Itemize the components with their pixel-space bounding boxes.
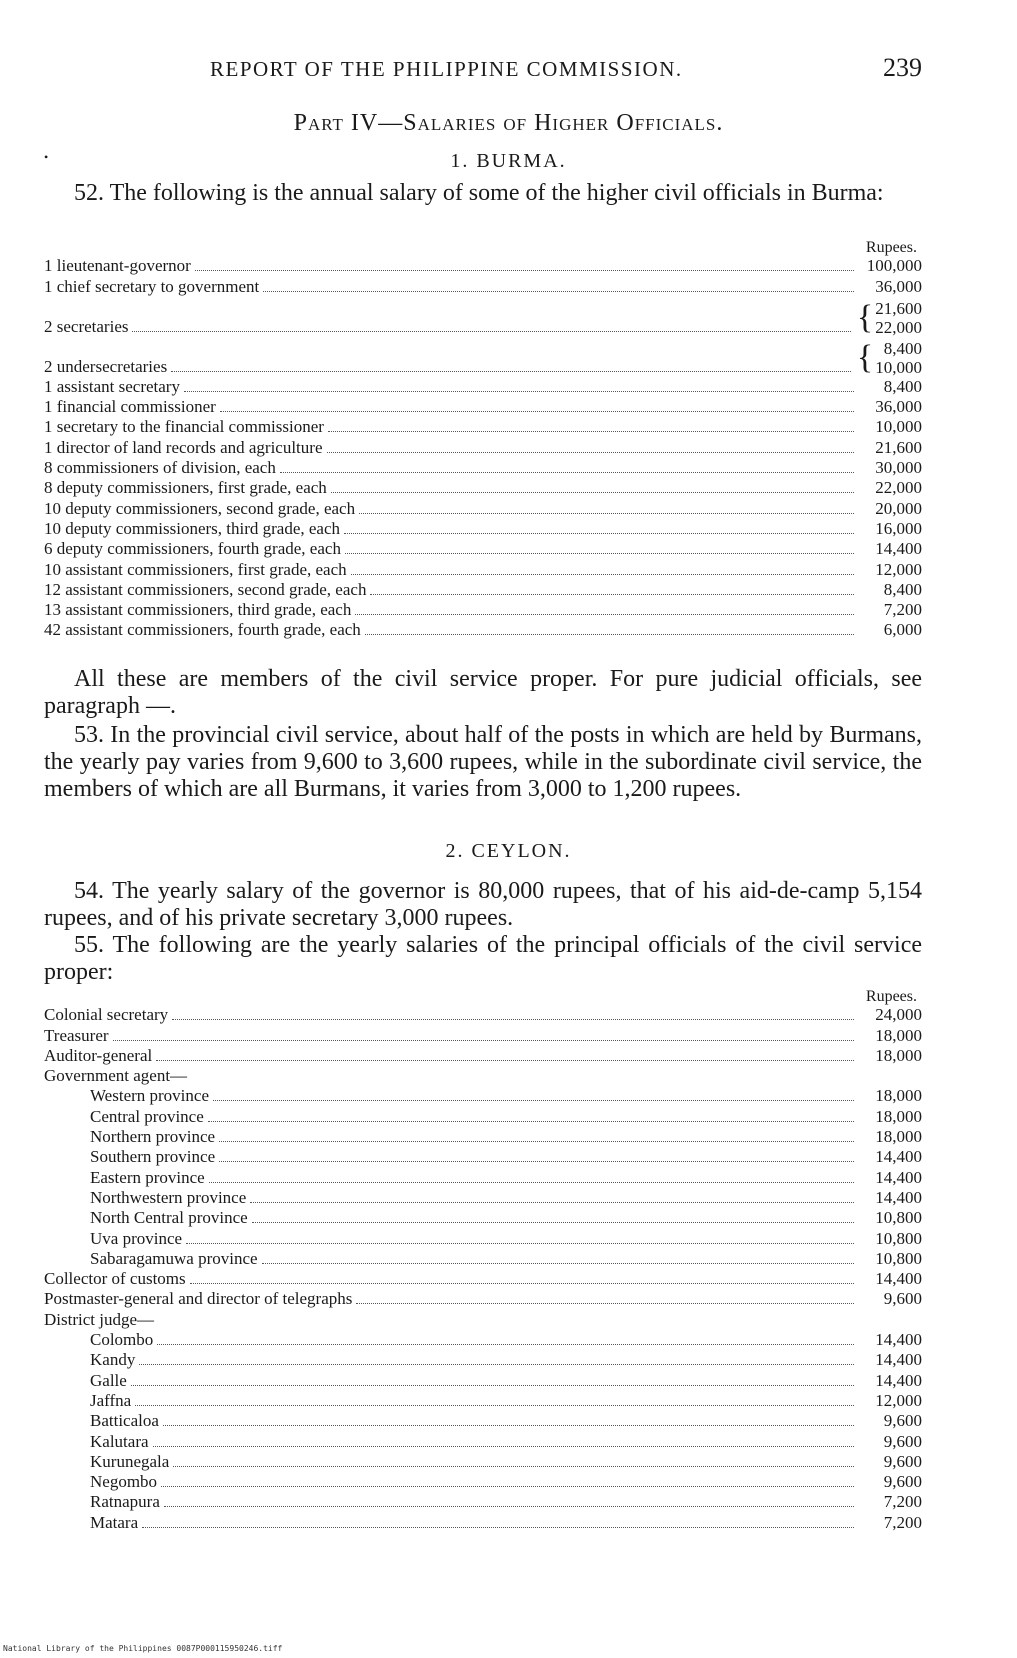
row-value: 10,800 <box>875 1228 922 1248</box>
dot-leader <box>156 1060 854 1061</box>
row-value: 14,400 <box>875 539 922 559</box>
dot-leader <box>252 1222 854 1223</box>
dot-leader <box>370 594 854 595</box>
speck-mark: • <box>44 150 49 164</box>
scan-footer: National Library of the Philippines 0087P000115950246.tiff <box>3 1644 283 1653</box>
row-label: 1 lieutenant-governor <box>44 256 191 276</box>
dot-leader <box>161 1486 854 1487</box>
section-title-burma: 1. BURMA. <box>450 150 567 172</box>
row-label: Postmaster-general and director of telegraphs <box>44 1289 353 1309</box>
row-label: Ratnapura <box>90 1492 160 1512</box>
table-row <box>44 458 922 478</box>
row-value: 9,600 <box>883 1431 922 1451</box>
row-label: Northwestern province <box>90 1187 247 1207</box>
range-low-value: 21,600 <box>875 298 922 318</box>
ceylon-salary-table <box>44 1005 922 1533</box>
table-row <box>44 1492 922 1512</box>
row-label: Auditor-general <box>44 1045 153 1065</box>
row-label: 1 director of land records and agriculture <box>44 437 323 457</box>
table-row <box>44 519 922 539</box>
row-value: 10,800 <box>875 1208 922 1228</box>
table-row <box>44 539 922 559</box>
table-row <box>44 1147 922 1167</box>
table-row <box>44 337 922 377</box>
unit-header-ceylon: Rupees. <box>865 988 917 1005</box>
dot-leader <box>163 1425 854 1426</box>
row-label: North Central province <box>90 1208 248 1228</box>
row-label: 12 assistant commissioners, second grade, each <box>44 579 367 599</box>
table-row <box>44 620 922 640</box>
row-value: 24,000 <box>875 1005 922 1025</box>
row-label: Western province <box>90 1086 209 1106</box>
row-label: Kurunegala <box>90 1451 170 1471</box>
row-value: 9,600 <box>883 1451 922 1471</box>
table-row <box>44 1188 922 1208</box>
dot-leader <box>262 1263 854 1264</box>
row-value <box>857 339 922 377</box>
row-value: 14,400 <box>875 1350 922 1370</box>
row-value: 20,000 <box>875 498 922 518</box>
row-label: 6 deputy commissioners, fourth grade, each <box>44 539 341 559</box>
table-row <box>44 1431 922 1451</box>
dot-leader <box>186 1243 854 1244</box>
row-value: 10,800 <box>875 1248 922 1268</box>
paragraph-55: 55. The following are the yearly salaries of the principal officials of the civil service proper: <box>44 932 922 985</box>
row-value: 14,400 <box>875 1147 922 1167</box>
row-label: 1 chief secretary to government <box>44 276 260 296</box>
dot-leader <box>195 270 854 271</box>
row-value: 6,000 <box>883 620 922 640</box>
row-value: 9,600 <box>883 1289 922 1309</box>
table-row <box>44 1167 922 1187</box>
dot-leader <box>139 1364 854 1365</box>
row-value: 36,000 <box>875 276 922 296</box>
dot-leader <box>331 492 854 493</box>
dot-leader <box>142 1527 854 1528</box>
dot-leader <box>344 533 854 534</box>
dot-leader <box>213 1100 854 1101</box>
table-row <box>44 377 922 397</box>
table-row <box>44 1106 922 1126</box>
row-value: 36,000 <box>875 397 922 417</box>
dot-leader <box>328 431 854 432</box>
row-label: 1 financial commissioner <box>44 397 216 417</box>
table-row <box>44 276 922 296</box>
row-value: 10,000 <box>875 417 922 437</box>
row-label: 1 secretary to the financial commissioner <box>44 417 324 437</box>
row-label: 8 deputy commissioners, first grade, each <box>44 478 327 498</box>
table-row <box>44 1228 922 1248</box>
row-value: 18,000 <box>875 1025 922 1045</box>
table-row <box>44 1350 922 1370</box>
page-number: 239 <box>883 53 922 82</box>
row-label: Collector of customs <box>44 1269 186 1289</box>
row-label: Batticaloa <box>90 1411 159 1431</box>
table-row <box>44 1005 922 1025</box>
row-value: 14,400 <box>875 1167 922 1187</box>
table-row <box>44 1066 922 1086</box>
dot-leader <box>209 1182 854 1183</box>
row-value: 9,600 <box>883 1411 922 1431</box>
row-value: 16,000 <box>875 518 922 538</box>
table-row <box>44 1025 922 1045</box>
table-row <box>44 1046 922 1066</box>
table-row <box>44 1208 922 1228</box>
row-label: 10 deputy commissioners, second grade, each <box>44 498 356 518</box>
paragraph-note: All these are members of the civil service proper. For pure judicial officials, see paragraph —. <box>44 666 922 719</box>
row-label: Colombo <box>90 1330 154 1350</box>
dot-leader <box>131 1385 854 1386</box>
row-label: 1 assistant secretary <box>44 376 180 396</box>
row-value: 7,200 <box>883 1512 922 1532</box>
row-value: 12,000 <box>875 1390 922 1410</box>
table-row <box>44 498 922 518</box>
dot-leader <box>359 513 854 514</box>
row-value: 100,000 <box>866 256 922 276</box>
row-label: 10 deputy commissioners, third grade, each <box>44 518 341 538</box>
dot-leader <box>171 371 851 372</box>
dot-leader <box>190 1283 854 1284</box>
row-value <box>857 299 922 337</box>
range-brace <box>857 339 922 377</box>
table-row <box>44 1269 922 1289</box>
row-value: 14,400 <box>875 1269 922 1289</box>
row-value: 14,400 <box>875 1370 922 1390</box>
row-value: 14,400 <box>875 1187 922 1207</box>
section-title-ceylon: 2. CEYLON. <box>445 840 572 862</box>
row-label: Matara <box>90 1512 139 1532</box>
dot-leader <box>356 1303 854 1304</box>
row-value: 14,400 <box>875 1330 922 1350</box>
paragraph-54: 54. The yearly salary of the governor is 80,000 rupees, that of his aid-de-camp 5,154 rupees, and of his private secretary 3,000 rupees. <box>44 878 922 931</box>
range-low-value: 8,400 <box>883 338 922 358</box>
row-label: Colonial secretary <box>44 1005 169 1025</box>
row-value: 12,000 <box>875 559 922 579</box>
table-row <box>44 256 922 276</box>
table-row <box>44 1452 922 1472</box>
table-row <box>44 297 922 337</box>
row-label: 10 assistant commissioners, first grade, each <box>44 559 347 579</box>
table-row <box>44 397 922 417</box>
table-row <box>44 1512 922 1532</box>
dot-leader <box>157 1344 854 1345</box>
dot-leader <box>219 1161 854 1162</box>
dot-leader <box>355 614 854 615</box>
table-row <box>44 1127 922 1147</box>
row-value: 8,400 <box>883 579 922 599</box>
dot-leader <box>208 1121 854 1122</box>
paragraph-53: 53. In the provincial civil service, about half of the posts in which are held by Burmans, the yearly pay varies from 9,600 to 3,600 rupees, while in the subordinate civil service, the members of which are all Burmans, it varies from 3,000 to 1,200 rupees. <box>44 722 922 802</box>
row-label: Eastern province <box>90 1167 205 1187</box>
row-value: 9,600 <box>883 1472 922 1492</box>
row-label: 42 assistant commissioners, fourth grade, each <box>44 620 361 640</box>
part-title: Part IV—Salaries of Higher Officials. <box>293 110 724 136</box>
row-value: 18,000 <box>875 1106 922 1126</box>
table-row <box>44 559 922 579</box>
unit-header-burma: Rupees. <box>865 239 917 256</box>
row-label: Central province <box>90 1106 204 1126</box>
brace-glyph: { <box>856 298 874 336</box>
dot-leader <box>280 472 854 473</box>
row-label: District judge— <box>44 1309 155 1329</box>
row-label: 13 assistant commissioners, third grade, each <box>44 600 352 620</box>
table-row <box>44 1086 922 1106</box>
dot-leader <box>250 1202 854 1203</box>
table-row <box>44 580 922 600</box>
table-row <box>44 1330 922 1350</box>
row-label: Government agent— <box>44 1066 188 1086</box>
row-label: 2 undersecretaries <box>44 356 168 376</box>
dot-leader <box>263 291 854 292</box>
dot-leader <box>327 452 855 453</box>
table-row <box>44 1411 922 1431</box>
row-label: Negombo <box>90 1472 158 1492</box>
range-high-value: 10,000 <box>875 357 922 377</box>
row-value: 30,000 <box>875 458 922 478</box>
dot-leader <box>172 1019 854 1020</box>
brace-glyph: { <box>856 338 874 376</box>
dot-leader <box>351 574 854 575</box>
row-label: 8 commissioners of division, each <box>44 458 276 478</box>
row-value: 8,400 <box>883 376 922 396</box>
dot-leader <box>113 1040 854 1041</box>
table-row <box>44 1289 922 1309</box>
row-label: Sabaragamuwa province <box>90 1248 258 1268</box>
row-value: 7,200 <box>883 1492 922 1512</box>
row-label: Kalutara <box>90 1431 149 1451</box>
row-label: Northern province <box>90 1127 216 1147</box>
dot-leader <box>365 634 854 635</box>
row-value: 18,000 <box>875 1127 922 1147</box>
range-brace <box>857 299 922 337</box>
table-row <box>44 1391 922 1411</box>
table-row <box>44 1309 922 1329</box>
burma-salary-table <box>44 256 922 640</box>
row-label: Treasurer <box>44 1025 109 1045</box>
table-row <box>44 1370 922 1390</box>
row-label: Uva province <box>90 1228 183 1248</box>
row-label: 2 secretaries <box>44 316 129 336</box>
row-label: Southern province <box>90 1147 216 1167</box>
row-value: 21,600 <box>875 437 922 457</box>
dot-leader <box>219 1141 854 1142</box>
dot-leader <box>164 1506 854 1507</box>
dot-leader <box>345 553 854 554</box>
dot-leader <box>135 1405 854 1406</box>
row-value: 22,000 <box>875 478 922 498</box>
dot-leader <box>220 411 854 412</box>
row-value: 18,000 <box>875 1045 922 1065</box>
table-row <box>44 1249 922 1269</box>
table-row <box>44 1472 922 1492</box>
table-row <box>44 437 922 457</box>
dot-leader <box>184 391 854 392</box>
table-row <box>44 417 922 437</box>
table-row <box>44 600 922 620</box>
row-value: 7,200 <box>883 600 922 620</box>
dot-leader <box>153 1446 854 1447</box>
dot-leader <box>132 331 850 332</box>
row-label: Jaffna <box>90 1390 132 1410</box>
row-label: Galle <box>90 1370 127 1390</box>
row-label: Kandy <box>90 1350 136 1370</box>
table-row <box>44 478 922 498</box>
range-high-value: 22,000 <box>875 317 922 337</box>
paragraph-52: 52. The following is the annual salary of some of the higher civil officials in Burma: <box>74 180 884 206</box>
row-value: 18,000 <box>875 1086 922 1106</box>
running-title: REPORT OF THE PHILIPPINE COMMISSION. <box>210 57 683 81</box>
dot-leader <box>173 1466 854 1467</box>
